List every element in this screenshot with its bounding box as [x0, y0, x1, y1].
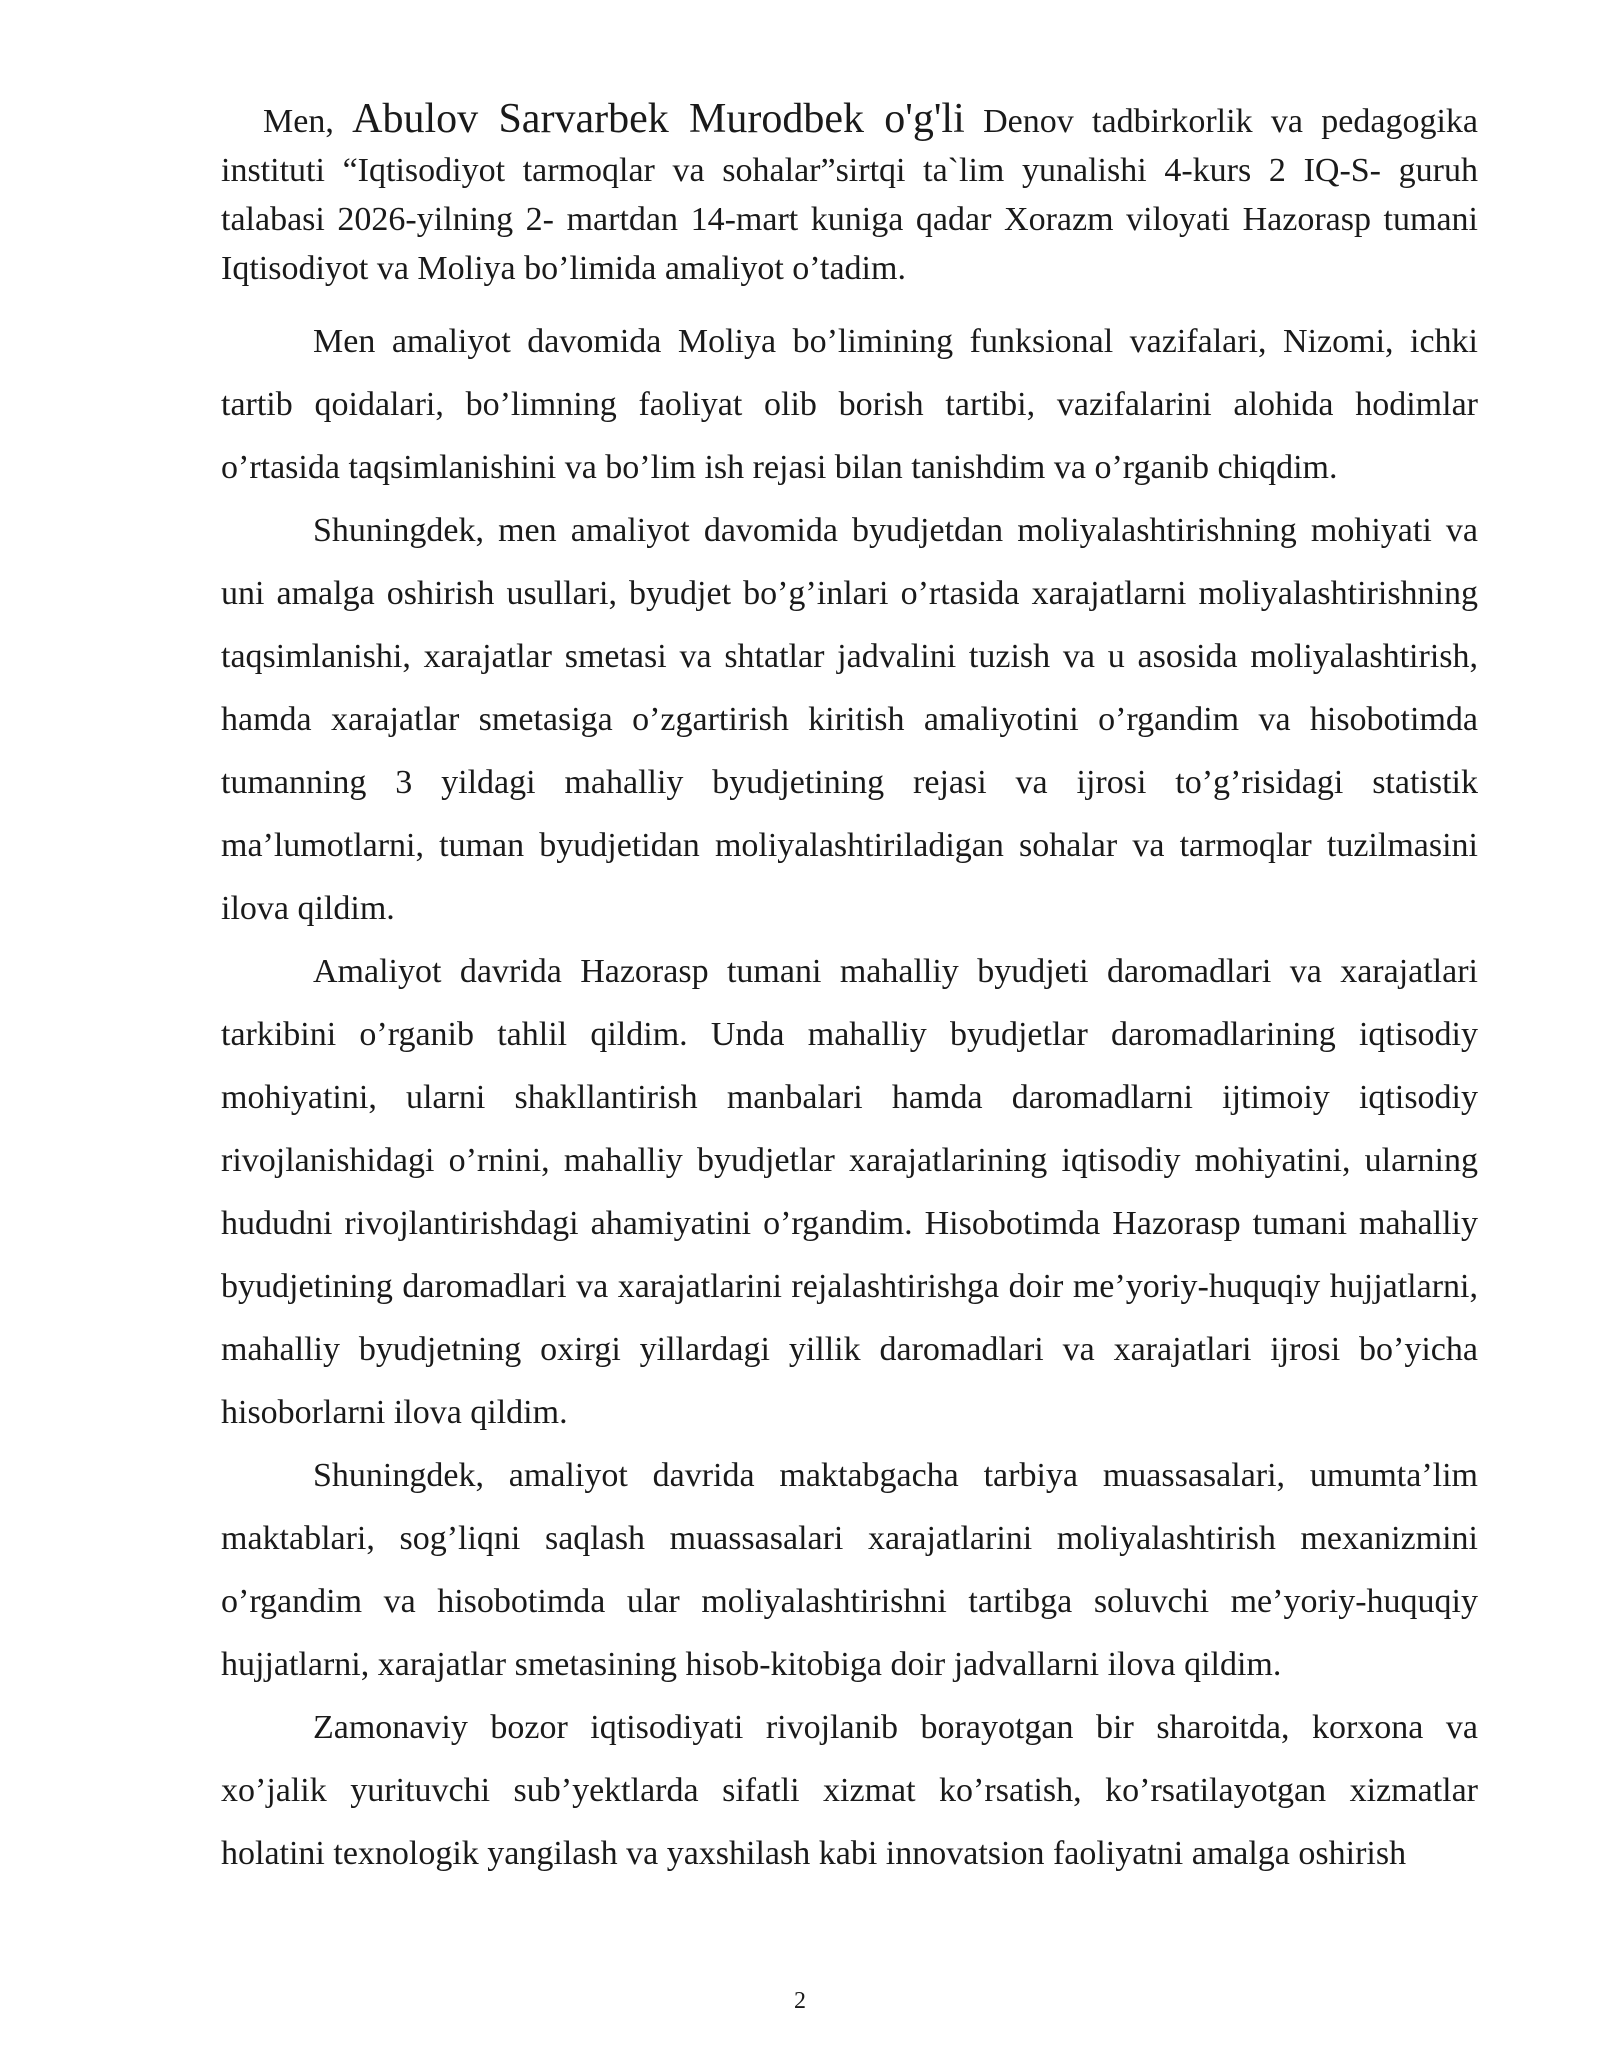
intro-rest: Denov tadbirkorlik va pedagogika instituti “Iqtisodiyot tarmoqlar va sohalar”sirtqi ta`lim yunalishi 4-kurs 2 IQ-S- guruh talabasi 2026-yilning 2- martdan 14-mart kuniga qadar Xorazm viloyati Hazorasp tumani Iqtisodiyot va Moliya bo’limida amaliyot o’tadim.: [221, 103, 1478, 287]
page-number: 2: [794, 1988, 806, 2014]
body-text: [221, 310, 1478, 1885]
student-name: Abulov Sarvarbek Murodbek o'g'li: [352, 96, 965, 142]
intro-lead: Men,: [263, 103, 353, 140]
paragraph-3: Amaliyot davrida Hazorasp tumani mahalliy byudjeti daromadlari va xarajatlari tarkibini o’rganib tahlil qildim. Unda mahalliy byudjetlar daromadlarining iqtisodiy mohiyatini, ularni shakllantirish manbalari hamda daromadlarni ijtimoiy iqtisodiy rivojlanishidagi o’rnini, mahalliy byudjetlar xarajatlarining iqtisodiy mohiyatini, ularning hududni rivojlantirishdagi ahamiyatini o’rgandim. Hisobotimda Hazorasp tumani mahalliy byudjetining daromadlari va xarajatlarini rejalashtirishga doir me’yoriy-huquqiy hujjatlarni, mahalliy byudjetning oxirgi yillardagi yillik daromadlari va xarajatlari ijrosi bo’yicha hisoborlarni ilova qildim.: [221, 953, 1478, 1431]
paragraph-2: Shuningdek, men amaliyot davomida byudjetdan moliyalashtirishning mohiyati va uni amalga oshirish usullari, byudjet bo’g’inlari o’rtasida xarajatlarni moliyalashtirishning taqsimlanishi, xarajatlar smetasi va shtatlar jadvalini tuzish va u asosida moliyalashtirish, hamda xarajatlar smetasiga o’zgartirish kiritish amaliyotini o’rgandim va hisobotimda tumanning 3 yildagi mahalliy byudjetining rejasi va ijrosi to’g’risidagi statistik ma’lumotlarni, tuman byudjetidan moliyalashtiriladigan sohalar va tarmoqlar tuzilmasini ilova qildim.: [221, 512, 1478, 927]
paragraph-4: Shuningdek, amaliyot davrida maktabgacha tarbiya muassasalari, umumta’lim maktablari, sog’liqni saqlash muassasalari xarajatlarini moliyalashtirish mexanizmini o’rgandim va hisobotimda ular moliyalashtirishni tartibga soluvchi me’yoriy-huquqiy hujjatlarni, xarajatlar smetasining hisob-kitobiga doir jadvallarni ilova qildim.: [221, 1457, 1478, 1683]
paragraph-1: Men amaliyot davomida Moliya bo’limining funksional vazifalari, Nizomi, ichki tartib qoidalari, bo’limning faoliyat olib borish tartibi, vazifalarini alohida hodimlar o’rtasida taqsimlanishini va bo’lim ish rejasi bilan tanishdim va o’rganib chiqdim.: [221, 323, 1478, 486]
paragraph-5: Zamonaviy bozor iqtisodiyati rivojlanib borayotgan bir sharoitda, korxona va xo’jalik yurituvchi sub’yektlarda sifatli xizmat ko’rsatish, ko’rsatilayotgan xizmatlar holatini texnologik yangilash va yaxshilash kabi innovatsion faoliyatni amalga oshirish: [221, 1709, 1478, 1872]
intro-paragraph: [221, 95, 1478, 293]
